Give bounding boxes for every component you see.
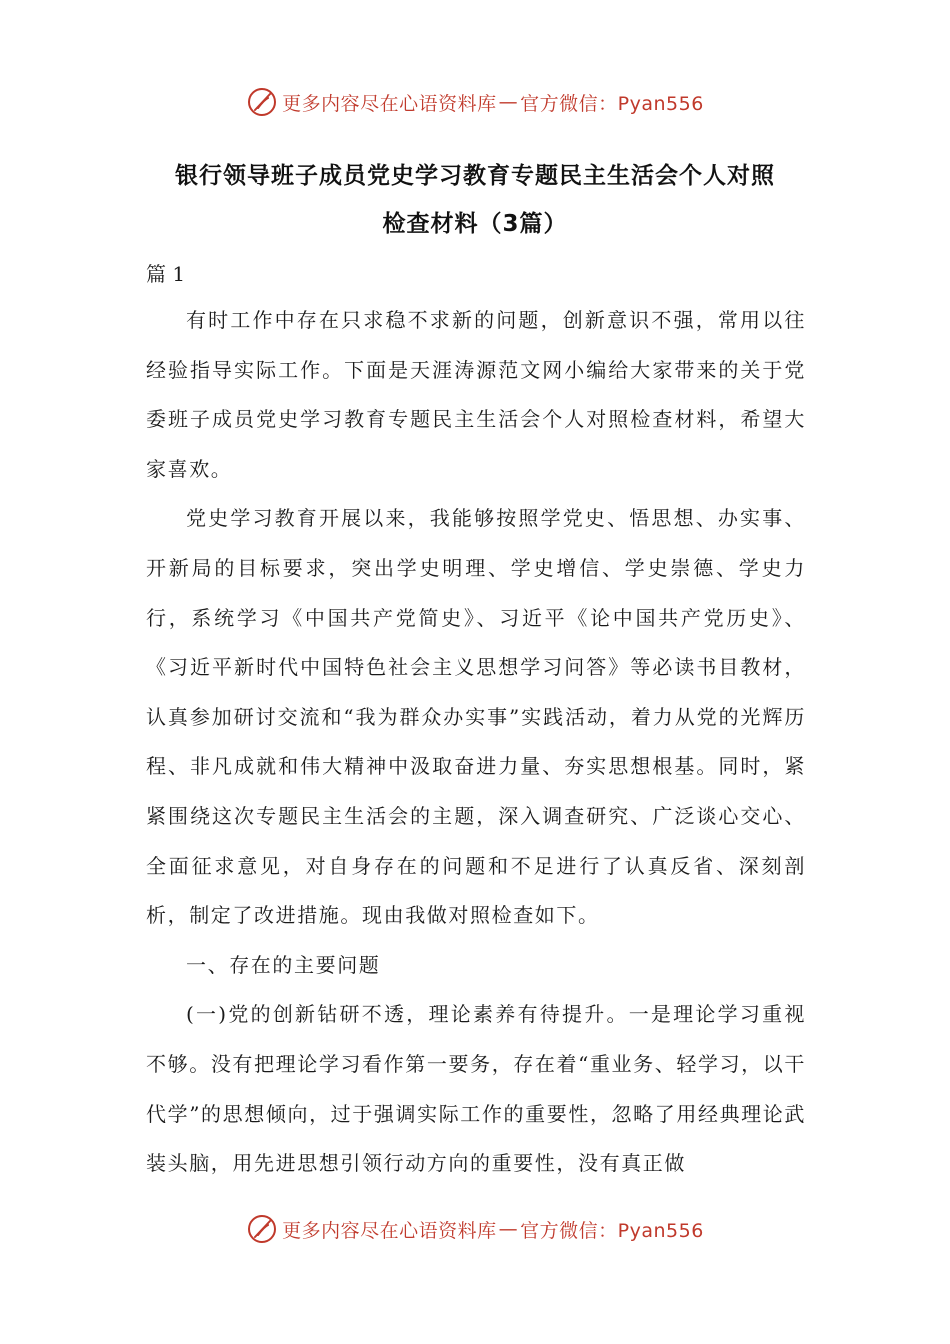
- header-watermark-banner: [0, 86, 950, 118]
- paragraph: 党史学习教育开展以来，我能够按照学党史、悟思想、办实事、开新局的目标要求，突出学史明理、学史增信、学史崇德、学史力行，系统学习《中国共产党简史》、习近平《论中国共产党历史》、《习近平新时代中国特色社会主义思想学习问答》等必读书目教材，认真参加研讨交流和“我为群众办实事”实践活动，着力从党的光辉历程、非凡成就和伟大精神中汲取奋进力量、夯实思想根基。同时，紧紧围绕这次专题民主生活会的主题，深入调查研究、广泛谈心交心、全面征求意见，对自身存在的问题和不足进行了认真反省、深刻剖析，制定了改进措施。现由我做对照检查如下。: [146, 506, 806, 928]
- footer-watermark-banner: [0, 1213, 950, 1245]
- banner-text: 更多内容尽在心语资料库: [282, 1219, 497, 1242]
- document-body: [146, 296, 806, 1189]
- document-title-line-2: 检查材料（3篇）: [382, 211, 568, 237]
- banner-text: 更多内容尽在心语资料库: [282, 92, 497, 115]
- section-label: 篇 1: [146, 262, 186, 286]
- paragraph: (一)党的创新钻研不透，理论素养有待提升。一是理论学习重视不够。没有把理论学习看作第一要务，存在着“重业务、轻学习，以干代学”的思想倾向，过于强调实际工作的重要性，忽略了用经典理论武装头脑，用先进思想引领行动方向的重要性，没有真正做: [146, 1002, 806, 1176]
- banner-separator: —: [498, 1218, 519, 1240]
- banner-contact: 官方微信：Pyan556: [520, 1219, 704, 1242]
- banner-separator: —: [498, 91, 519, 113]
- quill-logo-icon: [246, 1213, 278, 1245]
- document-title-line-1: 银行领导班子成员党史学习教育专题民主生活会个人对照: [175, 163, 775, 189]
- quill-logo-icon: [246, 86, 278, 118]
- paragraph: 有时工作中存在只求稳不求新的问题，创新意识不强，常用以往经验指导实际工作。下面是天涯涛源范文网小编给大家带来的关于党委班子成员党史学习教育专题民主生活会个人对照检查材料，希望大家喜欢。: [146, 308, 806, 481]
- banner-contact: 官方微信：Pyan556: [520, 92, 704, 115]
- paragraph: 一、存在的主要问题: [186, 952, 381, 977]
